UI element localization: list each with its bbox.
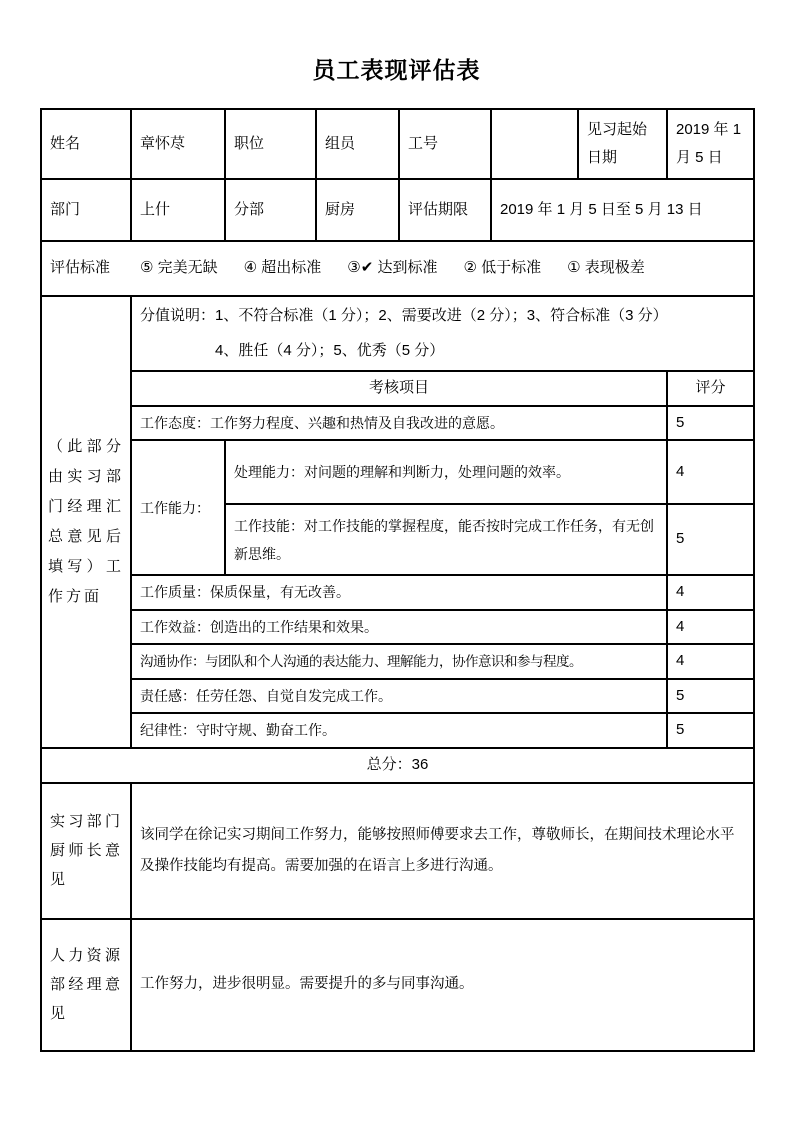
name-value: 章怀荩 [131, 109, 225, 179]
chef-comment-text: 该同学在徐记实习期间工作努力，能够按照师傅要求去工作，尊敬师长，在期间技术理论水平及操作技能均有提高。需要加强的在语言上多进行沟通。 [131, 783, 754, 919]
assessment-row-score: 5 [667, 679, 754, 714]
period-value: 2019 年 1 月 5 日至 5 月 13 日 [491, 179, 754, 241]
hr-comment-row [41, 919, 754, 1051]
assessment-row-ability-1 [41, 440, 754, 504]
evaluation-scale-row [41, 241, 754, 296]
assessment-row-text: 工作效益：创造出的工作结果和效果。 [131, 610, 667, 645]
info-row-2 [41, 179, 754, 241]
branch-value: 厨房 [316, 179, 399, 241]
assessment-row-text: 工作技能：对工作技能的掌握程度，能否按时完成工作任务，有无创新思维。 [225, 504, 667, 575]
assessment-row-score: 4 [667, 575, 754, 610]
total-score-label: 总分： [366, 755, 412, 773]
evaluation-form [40, 108, 755, 1052]
score-legend-line1: 1、不符合标准（1 分）；2、需要改进（2 分）；3、符合标准（3 分） [215, 307, 668, 324]
assessment-row-score: 4 [667, 644, 754, 679]
scale-option-5: ⑤ 完美无缺 [140, 259, 218, 277]
scale-option-4: ④ 超出标准 [243, 259, 322, 277]
evaluation-scale-label: 评估标准 [50, 259, 111, 277]
assessment-row-score: 5 [667, 504, 754, 575]
position-value: 组员 [316, 109, 399, 179]
hr-comment-label: 人力资源部经理意见 [41, 919, 131, 1051]
department-label: 部门 [41, 179, 131, 241]
score-legend-label: 分值说明： [140, 307, 216, 324]
assessment-row-attitude [41, 406, 754, 441]
scale-option-3-checked: ③✔ 达到标准 [347, 259, 438, 277]
assessment-header-item: 考核项目 [131, 371, 667, 406]
assessment-row-text: 沟通协作：与团队和个人沟通的表达能力、理解能力，协作意识和参与程度。 [131, 644, 667, 679]
assessment-header-score: 评分 [667, 371, 754, 406]
assessment-row-text: 纪律性：守时守规、勤奋工作。 [131, 713, 667, 748]
evaluation-scale [50, 254, 745, 283]
section-note: （此部分由实习部门经理汇总意见后填写）工作方面 [41, 296, 131, 748]
assessment-row-score: 4 [667, 610, 754, 645]
department-value: 上什 [131, 179, 225, 241]
assessment-row-responsibility [41, 679, 754, 714]
assessment-header-row [41, 371, 754, 406]
branch-label: 分部 [225, 179, 316, 241]
assessment-row-text: 工作质量：保质保量，有无改善。 [131, 575, 667, 610]
chef-comment-label: 实习部门厨师长意见 [41, 783, 131, 919]
hr-comment-text: 工作努力，进步很明显。需要提升的多与同事沟通。 [131, 919, 754, 1051]
score-legend-row [41, 296, 754, 371]
assessment-row-score: 5 [667, 713, 754, 748]
score-legend-line2: 4、胜任（4 分）；5、优秀（5 分） [215, 341, 445, 359]
score-legend [140, 299, 745, 368]
assessment-row-text: 责任感：任劳任怨、自觉自发完成工作。 [131, 679, 667, 714]
start-date-value: 2019 年 1 月 5 日 [667, 109, 754, 179]
chef-comment-row [41, 783, 754, 919]
assessment-row-benefit [41, 610, 754, 645]
info-row-1 [41, 109, 754, 179]
total-score-value: 36 [411, 755, 429, 773]
scale-option-1: ① 表现极差 [567, 259, 645, 277]
assessment-row-communication [41, 644, 754, 679]
name-label: 姓名 [41, 109, 131, 179]
assessment-row-score: 4 [667, 440, 754, 504]
period-label: 评估期限 [399, 179, 491, 241]
employee-no-value [491, 109, 578, 179]
assessment-row-text: 工作态度：工作努力程度、兴趣和热情及自我改进的意愿。 [131, 406, 667, 441]
assessment-row-discipline [41, 713, 754, 748]
page-title: 员工表现评估表 [312, 57, 481, 83]
total-score-row [41, 748, 754, 783]
scale-option-2: ② 低于标准 [463, 259, 542, 277]
assessment-row-score: 5 [667, 406, 754, 441]
position-label: 职位 [225, 109, 316, 179]
ability-group-label: 工作能力： [131, 440, 225, 575]
assessment-row-quality [41, 575, 754, 610]
employee-no-label: 工号 [399, 109, 491, 179]
start-date-label: 见习起始日期 [578, 109, 667, 179]
assessment-row-text: 处理能力：对问题的理解和判断力，处理问题的效率。 [225, 440, 667, 504]
